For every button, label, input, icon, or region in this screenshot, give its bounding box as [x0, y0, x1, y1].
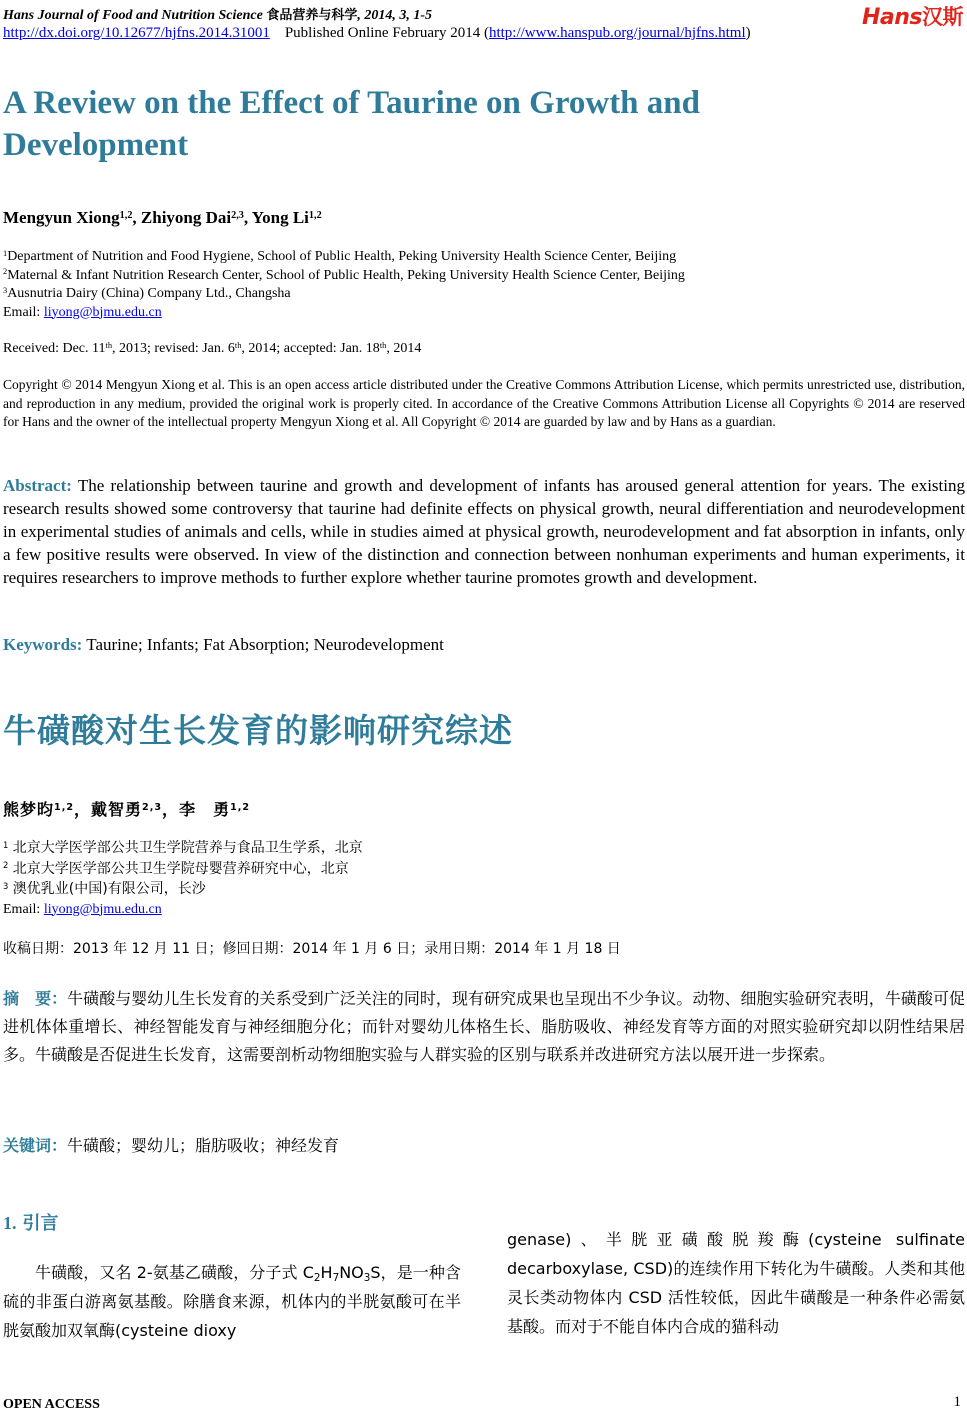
- body-text: 牛磺酸，又名 2-氨基乙磺酸，分子式 C: [35, 1263, 314, 1282]
- body-text: H: [320, 1263, 333, 1282]
- ordinal-sup: th: [379, 340, 387, 350]
- author-separator: ,: [243, 208, 252, 227]
- email-label: Email:: [3, 901, 44, 917]
- affiliations-en: [3, 248, 685, 322]
- abstract-label: Abstract:: [3, 476, 72, 495]
- author-affil-sup: 1,2: [230, 802, 251, 814]
- journal-url-link[interactable]: http://www.hanspub.org/journal/hjfns.html: [488, 25, 746, 41]
- affiliation-text-cn: 北京大学医学部公共卫生学院营养与食品卫生学系，北京: [12, 840, 363, 856]
- body-column-right: genase)、半胱亚磺酸脱羧酶(cysteine sulfinate decarboxylase, CSD)的连续作用下转化为牛磺酸。人类和其他灵长类动物体内 CSD 活性较低，因此牛磺酸是一种条件必需氨基酸。而对于不能自体内合成的猫科动: [507, 1230, 965, 1336]
- published-prefix: Published Online February 2014 (: [284, 25, 489, 41]
- section-title: 引言: [22, 1213, 59, 1234]
- authors-cn: [3, 797, 250, 820]
- received-dates-en: [3, 341, 421, 357]
- author-affil-sup: 2,3: [142, 802, 163, 814]
- keywords-cn: [3, 1133, 339, 1156]
- ordinal-sup: th: [234, 340, 242, 350]
- affiliation-number: 2: [3, 860, 9, 871]
- affiliation-line-cn: [3, 859, 363, 880]
- formula-subscript: 3: [363, 1272, 371, 1285]
- author-separator: ，: [162, 800, 180, 819]
- ordinal-sup: th: [105, 340, 113, 350]
- hans-logo: [862, 1, 963, 31]
- abstract-en: [3, 474, 965, 589]
- affiliation-number: 1: [3, 248, 8, 258]
- journal-header: [3, 4, 432, 24]
- author-affil-sup: 2,3: [231, 209, 244, 221]
- formula-subscript: 2: [313, 1272, 321, 1285]
- email-link-cn[interactable]: liyong@bjmu.edu.cn: [43, 901, 162, 917]
- author-separator: ,: [132, 208, 141, 227]
- email-line: [3, 304, 685, 323]
- paper-title-cn: 牛磺酸对生长发育的影响研究综述: [3, 711, 513, 750]
- author-name: Mengyun Xiong: [3, 208, 120, 227]
- affiliation-number: 3: [3, 880, 9, 891]
- author-separator: ，: [74, 800, 92, 819]
- abstract-label-cn: 摘 要：: [3, 989, 68, 1008]
- received-text: Received: Dec. 11: [3, 341, 106, 356]
- abstract-text-cn: 牛磺酸与婴幼儿生长发育的关系受到广泛关注的同时，现有研究成果也呈现出不少争议。动物、细胞实验研究表明，牛磺酸可促进机体体重增长、神经智能发育与神经细胞分化；而针对婴幼儿体格生长、脂肪吸收、神经发育等方面的对照实验研究却以阴性结果居多。牛磺酸是否促进生长发育，这需要剖析动物细胞实验与人群实验的区别与联系并改进研究方法以展开进一步探索。: [3, 989, 965, 1064]
- hans-logo-text: Hans: [861, 5, 922, 30]
- affiliation-line-cn: [3, 838, 363, 859]
- keywords-label-cn: 关键词：: [3, 1136, 68, 1155]
- doi-link[interactable]: http://dx.doi.org/10.12677/hjfns.2014.31001: [3, 25, 270, 41]
- author-name-cn: 戴智勇: [91, 800, 143, 819]
- published-suffix: ): [745, 25, 751, 41]
- journal-citation: , 2014, 3, 1-5: [357, 8, 433, 23]
- abstract-text: The relationship between taurine and growth and development of infants has aroused general attention for years. The existing research results showed some controversy that taurine had definite effects on physical growth, neural differentiation and neurodevelopment in experimental studies of animals and cells, while in studies aimed at physical growth, neurodevelopment and fat absorption in infants, only a few positive results were observed. In view of the distinction and connection between nonhuman experiments and human experiments, it requires researchers to improve methods to further explore whether taurine promotes growth and development.: [3, 476, 965, 587]
- revised-text: , 2013; revised: Jan. 6: [112, 341, 235, 356]
- author-name: Yong Li: [251, 208, 309, 227]
- open-access-label: OPEN ACCESS: [3, 1397, 100, 1412]
- hans-logo-cn: 汉斯: [922, 5, 963, 29]
- author-affil-sup: 1,2: [308, 209, 322, 221]
- journal-name-cn: 食品营养与科学: [266, 8, 358, 23]
- affiliation-text-cn: 北京大学医学部公共卫生学院母婴营养研究中心，北京: [12, 860, 349, 877]
- publication-line: [3, 25, 751, 42]
- affiliation-number: 1: [3, 839, 9, 850]
- author-name-cn: 李 勇: [179, 800, 231, 819]
- email-label: Email:: [3, 304, 44, 320]
- accepted-text: , 2014; accepted: Jan. 18: [241, 341, 380, 356]
- author-affil-sup: 1,2: [119, 209, 133, 221]
- author-affil-sup: 1,2: [54, 802, 75, 814]
- received-dates-cn: 收稿日期：2013 年 12 月 11 日；修回日期：2014 年 1 月 6 日；录用日期：2014 年 1 月 18 日: [3, 941, 621, 957]
- section-number: 1.: [3, 1213, 17, 1233]
- email-link[interactable]: liyong@bjmu.edu.cn: [43, 304, 162, 320]
- affiliation-line-cn: [3, 879, 363, 900]
- page-number: 1: [953, 1394, 961, 1410]
- body-text: S，是一种含硫的非蛋白游离氨基酸。除膳食来源，机体内的半胱氨酸可在半胱氨酸加双氧酶(cysteine dioxy: [3, 1263, 461, 1340]
- email-line-cn: [3, 900, 363, 921]
- keywords-label: Keywords:: [3, 635, 83, 654]
- abstract-cn: [3, 985, 965, 1069]
- copyright-notice: Copyright © 2014 Mengyun Xiong et al. This is an open access article distributed under the Creative Commons Attribution License, which permits unrestricted use, distribution, and reproduction in any medium, provided the original work is properly cited. In accordance of the Creative Commons Attribution License all Copyrights © 2014 are reserved for Hans and the owner of the intellectual property Mengyun Xiong et al. All Copyright © 2014 are guarded by law and by Hans as a guardian.: [3, 377, 965, 429]
- journal-name: Hans Journal of Food and Nutrition Science: [3, 8, 263, 23]
- section-heading: [3, 1209, 59, 1235]
- authors-en: [3, 208, 322, 228]
- affiliation-line: [3, 248, 685, 267]
- affiliation-text: Ausnutria Dairy (China) Company Ltd., Changsha: [7, 286, 291, 301]
- affiliation-text: Maternal & Infant Nutrition Research Center, School of Public Health, Peking University Health Science Center, Beijing: [7, 267, 685, 283]
- body-text: NO: [339, 1263, 364, 1282]
- author-name-cn: 熊梦昀: [3, 800, 55, 819]
- keywords-en: [3, 635, 444, 655]
- affiliations-cn: [3, 838, 363, 920]
- body-column-left: [3, 1258, 461, 1345]
- year-text: , 2014: [386, 341, 422, 356]
- affiliation-line: [3, 267, 685, 286]
- paper-title-en: A Review on the Effect of Taurine on Growth and Development: [3, 85, 700, 163]
- keywords-text-cn: 牛磺酸；婴幼儿；脂肪吸收；神经发育: [67, 1136, 340, 1155]
- formula-subscript: 7: [332, 1272, 340, 1285]
- affiliation-number: 3: [3, 285, 8, 295]
- keywords-text: Taurine; Infants; Fat Absorption; Neurodevelopment: [82, 635, 444, 654]
- author-name: Zhiyong Dai: [140, 208, 232, 227]
- affiliation-text-cn: 澳优乳业(中国)有限公司，长沙: [12, 881, 206, 897]
- affiliation-number: 2: [3, 267, 8, 277]
- affiliation-text: Department of Nutrition and Food Hygiene, School of Public Health, Peking University Health Science Center, Beijing: [7, 249, 677, 264]
- affiliation-line: [3, 285, 685, 304]
